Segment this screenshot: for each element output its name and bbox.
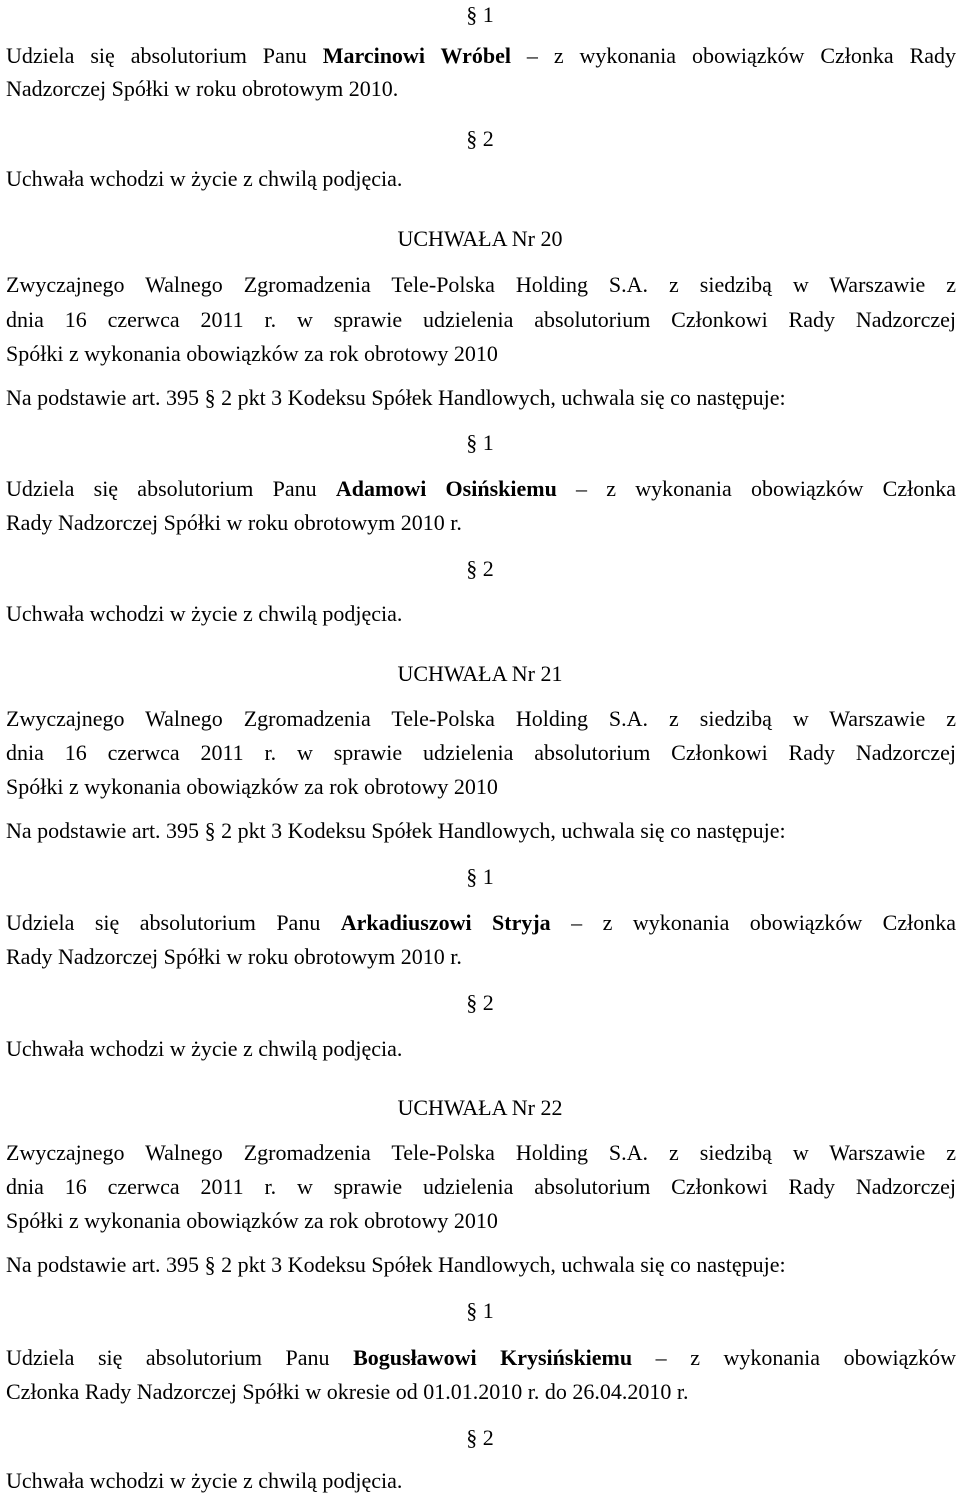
paragraph-line: Udziela się absolutorium Panu Adamowi Osińskiemu – z wykonania obowiązków Członka (6, 476, 956, 501)
legal-basis: Na podstawie art. 395 § 2 pkt 3 Kodeksu Spółek Handlowych, uchwala się co następuje: (6, 1252, 786, 1277)
paragraph-line: Uchwała wchodzi w życie z chwilą podjęcia. (6, 601, 403, 626)
section-heading: § 1 (466, 2, 494, 27)
resolution-line: Zwyczajnego Walnego Zgromadzenia Tele-Polska Holding S.A. z siedzibą w Warszawie z (6, 1140, 956, 1165)
resolution-title: UCHWAŁA Nr 22 (397, 1095, 563, 1120)
resolution-title: UCHWAŁA Nr 21 (397, 661, 563, 686)
paragraph-line: Udziela się absolutorium Panu Marcinowi Wróbel – z wykonania obowiązków Członka Rady (6, 43, 957, 68)
section-heading: § 1 (466, 1298, 494, 1323)
resolution-line: Zwyczajnego Walnego Zgromadzenia Tele-Polska Holding S.A. z siedzibą w Warszawie z (6, 706, 956, 731)
legal-basis: Na podstawie art. 395 § 2 pkt 3 Kodeksu Spółek Handlowych, uchwala się co następuje: (6, 385, 786, 410)
person-name: Marcinowi Wróbel (322, 43, 511, 68)
paragraph-line: Udziela się absolutorium Panu Bogusławowi Krysińskiemu – z wykonania obowiązków (6, 1345, 956, 1370)
section-heading: § 2 (466, 990, 494, 1015)
paragraph-line: Uchwała wchodzi w życie z chwilą podjęcia. (6, 166, 403, 191)
paragraph-line: Nadzorczej Spółki w roku obrotowym 2010. (6, 76, 399, 101)
resolution-line: Spółki z wykonania obowiązków za rok obrotowy 2010 (6, 1208, 498, 1233)
resolution-line: Spółki z wykonania obowiązków za rok obrotowy 2010 (6, 774, 498, 799)
resolution-line: Spółki z wykonania obowiązków za rok obrotowy 2010 (6, 341, 498, 366)
resolution-title: UCHWAŁA Nr 20 (397, 226, 563, 251)
paragraph-line: Członka Rady Nadzorczej Spółki w okresie od 01.01.2010 r. do 26.04.2010 r. (6, 1379, 689, 1404)
paragraph-line: Rady Nadzorczej Spółki w roku obrotowym 2010 r. (6, 510, 462, 535)
person-name: Adamowi Osińskiemu (335, 476, 557, 501)
resolution-line: dnia 16 czerwca 2011 r. w sprawie udzielenia absolutorium Członkowi Rady Nadzorczej (6, 1174, 956, 1199)
section-heading: § 2 (466, 1425, 494, 1450)
paragraph-line: Uchwała wchodzi w życie z chwilą podjęcia. (6, 1468, 403, 1493)
legal-basis: Na podstawie art. 395 § 2 pkt 3 Kodeksu Spółek Handlowych, uchwala się co następuje: (6, 818, 786, 843)
person-name: Arkadiuszowi Stryja (340, 910, 551, 935)
paragraph-line: Rady Nadzorczej Spółki w roku obrotowym 2010 r. (6, 944, 462, 969)
person-name: Bogusławowi Krysińskiemu (353, 1345, 633, 1370)
section-heading: § 2 (466, 126, 494, 151)
resolution-line: Zwyczajnego Walnego Zgromadzenia Tele-Polska Holding S.A. z siedzibą w Warszawie z (6, 272, 956, 297)
section-heading: § 2 (466, 556, 494, 581)
paragraph-line: Udziela się absolutorium Panu Arkadiuszowi Stryja – z wykonania obowiązków Członka (6, 910, 956, 935)
resolution-line: dnia 16 czerwca 2011 r. w sprawie udzielenia absolutorium Członkowi Rady Nadzorczej (6, 307, 956, 332)
resolution-line: dnia 16 czerwca 2011 r. w sprawie udzielenia absolutorium Członkowi Rady Nadzorczej (6, 740, 956, 765)
section-heading: § 1 (466, 430, 494, 455)
paragraph-line: Uchwała wchodzi w życie z chwilą podjęcia. (6, 1036, 403, 1061)
section-heading: § 1 (466, 864, 494, 889)
